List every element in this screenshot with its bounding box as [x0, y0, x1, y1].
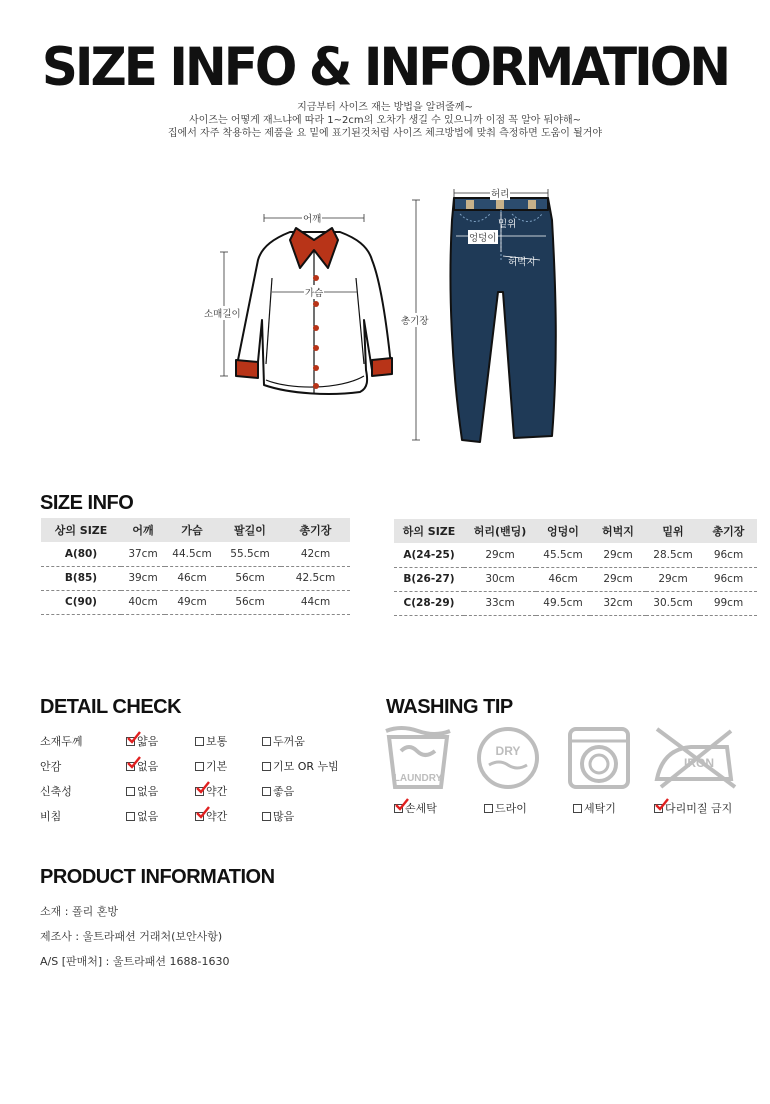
check-icon	[196, 806, 210, 819]
washing-tip-heading: WASHING TIP	[386, 696, 513, 718]
value-cell: 40cm	[121, 590, 165, 614]
checkbox[interactable]	[262, 762, 271, 771]
laundry-icon-text: LAUNDRY	[393, 773, 443, 784]
option-fleece[interactable]: 기모 OR 누빔	[262, 758, 339, 774]
checkbox[interactable]	[262, 737, 271, 746]
size-cell: C(90)	[41, 590, 121, 614]
value-cell: 56cm	[219, 566, 281, 590]
detail-check-heading: DETAIL CHECK	[40, 696, 182, 718]
jeans-illustration	[450, 198, 555, 442]
checkbox[interactable]	[195, 737, 204, 746]
garment-illustration	[0, 180, 770, 450]
product-after-service: A/S [판매처] : 울트라패션 1688-1630	[40, 955, 230, 968]
intro-line-3: 집에서 자주 착용하는 제품을 요 밑에 표기된것처럼 사이즈 체크방법에 맞춰 측정하면 도움이 될거야	[167, 128, 603, 139]
checkbox[interactable]	[126, 762, 135, 771]
detail-label: 신축성	[40, 785, 72, 798]
product-manufacturer: 제조사 : 울트라패션 거래처(보안사항)	[40, 930, 223, 943]
col-header: 팔길이	[219, 518, 281, 542]
col-header: 엉덩이	[536, 519, 590, 543]
value-cell: 29cm	[590, 567, 646, 591]
product-info-heading: PRODUCT INFORMATION	[40, 866, 275, 888]
option-basic[interactable]: 기본	[195, 758, 227, 774]
check-icon	[395, 798, 409, 811]
option-none[interactable]: 없음	[126, 758, 158, 774]
dry-icon	[475, 725, 541, 791]
value-cell: 56cm	[219, 590, 281, 614]
intro-text	[0, 101, 770, 140]
checkbox[interactable]	[126, 787, 135, 796]
option-none[interactable]: 없음	[126, 783, 158, 799]
intro-line-1: 지금부터 사이즈 재는 방법을 알려줄께~	[297, 102, 473, 113]
detail-label: 비침	[40, 810, 62, 823]
checkbox[interactable]	[195, 812, 204, 821]
label-shoulder: 어깨	[302, 211, 322, 225]
checkbox[interactable]	[262, 812, 271, 821]
size-cell: A(24-25)	[394, 543, 464, 567]
washing-icons	[383, 725, 743, 795]
detail-label: 소재두께	[40, 735, 83, 748]
option-thick[interactable]: 두꺼움	[262, 733, 305, 749]
col-header: 가슴	[165, 518, 219, 542]
table-row	[41, 566, 350, 590]
size-cell: B(26-27)	[394, 567, 464, 591]
size-cell: A(80)	[41, 542, 121, 566]
checkbox[interactable]	[573, 804, 582, 813]
checkbox[interactable]	[195, 787, 204, 796]
value-cell: 33cm	[464, 591, 536, 615]
table-row	[394, 567, 757, 591]
measurement-diagram	[0, 180, 770, 450]
value-cell: 96cm	[700, 543, 757, 567]
label-total-length: 총기장	[400, 313, 430, 327]
option-much[interactable]: 많음	[262, 808, 294, 824]
wash-option-dry-clean[interactable]: 드라이	[484, 800, 527, 816]
value-cell: 30.5cm	[646, 591, 700, 615]
value-cell: 99cm	[700, 591, 757, 615]
check-icon	[127, 731, 141, 744]
value-cell: 29cm	[464, 543, 536, 567]
option-good[interactable]: 좋음	[262, 783, 294, 799]
col-header: 하의 SIZE	[394, 519, 464, 543]
col-header: 총기장	[700, 519, 757, 543]
value-cell: 39cm	[121, 566, 165, 590]
checkbox[interactable]	[394, 804, 403, 813]
table-header-row	[41, 518, 350, 542]
check-icon	[655, 798, 669, 811]
value-cell: 46cm	[536, 567, 590, 591]
checkbox[interactable]	[126, 737, 135, 746]
option-normal[interactable]: 보통	[195, 733, 227, 749]
checkbox[interactable]	[126, 812, 135, 821]
label-thigh: 허벅지	[508, 257, 536, 268]
size-info-heading: SIZE INFO	[40, 492, 134, 514]
wash-option-hand-wash[interactable]: 손세탁	[394, 800, 437, 816]
col-header: 허리(밴딩)	[464, 519, 536, 543]
label-rise: 밑위	[498, 219, 517, 230]
checkbox[interactable]	[484, 804, 493, 813]
size-cell: B(85)	[41, 566, 121, 590]
page-title: SIZE INFO & INFORMATION	[41, 36, 729, 98]
option-thin[interactable]: 얇음	[126, 733, 158, 749]
value-cell: 45.5cm	[536, 543, 590, 567]
bottom-size-table	[394, 519, 757, 616]
value-cell: 55.5cm	[219, 542, 281, 566]
label-hip: 엉덩이	[468, 230, 498, 244]
value-cell: 49.5cm	[536, 591, 590, 615]
value-cell: 29cm	[646, 567, 700, 591]
value-cell: 37cm	[121, 542, 165, 566]
top-size-table	[41, 518, 350, 615]
value-cell: 96cm	[700, 567, 757, 591]
value-cell: 42.5cm	[281, 566, 350, 590]
checkbox[interactable]	[654, 804, 663, 813]
value-cell: 49cm	[165, 590, 219, 614]
label-sleeve-length: 소매길이	[203, 306, 242, 320]
wash-option-no-iron[interactable]: 다리미질 금지	[654, 800, 732, 816]
iron-icon-text: IRON	[684, 756, 714, 770]
check-icon	[127, 756, 141, 769]
intro-line-2: 사이즈는 어떻게 재느냐에 따라 1~2cm의 오차가 생길 수 있으니까 이점 꼭 알아 둬야해~	[189, 115, 581, 126]
value-cell: 30cm	[464, 567, 536, 591]
col-header: 밑위	[646, 519, 700, 543]
value-cell: 46cm	[165, 566, 219, 590]
checkbox[interactable]	[195, 762, 204, 771]
dry-icon-text: DRY	[495, 744, 521, 758]
option-none[interactable]: 없음	[126, 808, 158, 824]
col-header: 허벅지	[590, 519, 646, 543]
table-header-row	[394, 519, 757, 543]
col-header: 총기장	[281, 518, 350, 542]
value-cell: 44.5cm	[165, 542, 219, 566]
value-cell: 42cm	[281, 542, 350, 566]
table-row	[394, 543, 757, 567]
check-icon	[196, 781, 210, 794]
value-cell: 29cm	[590, 543, 646, 567]
col-header: 어깨	[121, 518, 165, 542]
washer-icon	[566, 725, 632, 791]
table-row	[394, 591, 757, 615]
value-cell: 32cm	[590, 591, 646, 615]
label-waist: 허리	[490, 186, 510, 200]
value-cell: 28.5cm	[646, 543, 700, 567]
option-slight[interactable]: 약간	[195, 783, 227, 799]
product-material: 소재 : 폴리 혼방	[40, 905, 118, 918]
detail-label: 안감	[40, 760, 62, 773]
laundry-icon	[383, 725, 453, 791]
col-header: 상의 SIZE	[41, 518, 121, 542]
value-cell: 44cm	[281, 590, 350, 614]
checkbox[interactable]	[262, 787, 271, 796]
option-slight[interactable]: 약간	[195, 808, 227, 824]
wash-option-machine[interactable]: 세탁기	[573, 800, 616, 816]
iron-icon	[651, 725, 739, 791]
table-row	[41, 542, 350, 566]
table-row	[41, 590, 350, 614]
size-cell: C(28-29)	[394, 591, 464, 615]
label-chest: 가슴	[304, 285, 324, 299]
